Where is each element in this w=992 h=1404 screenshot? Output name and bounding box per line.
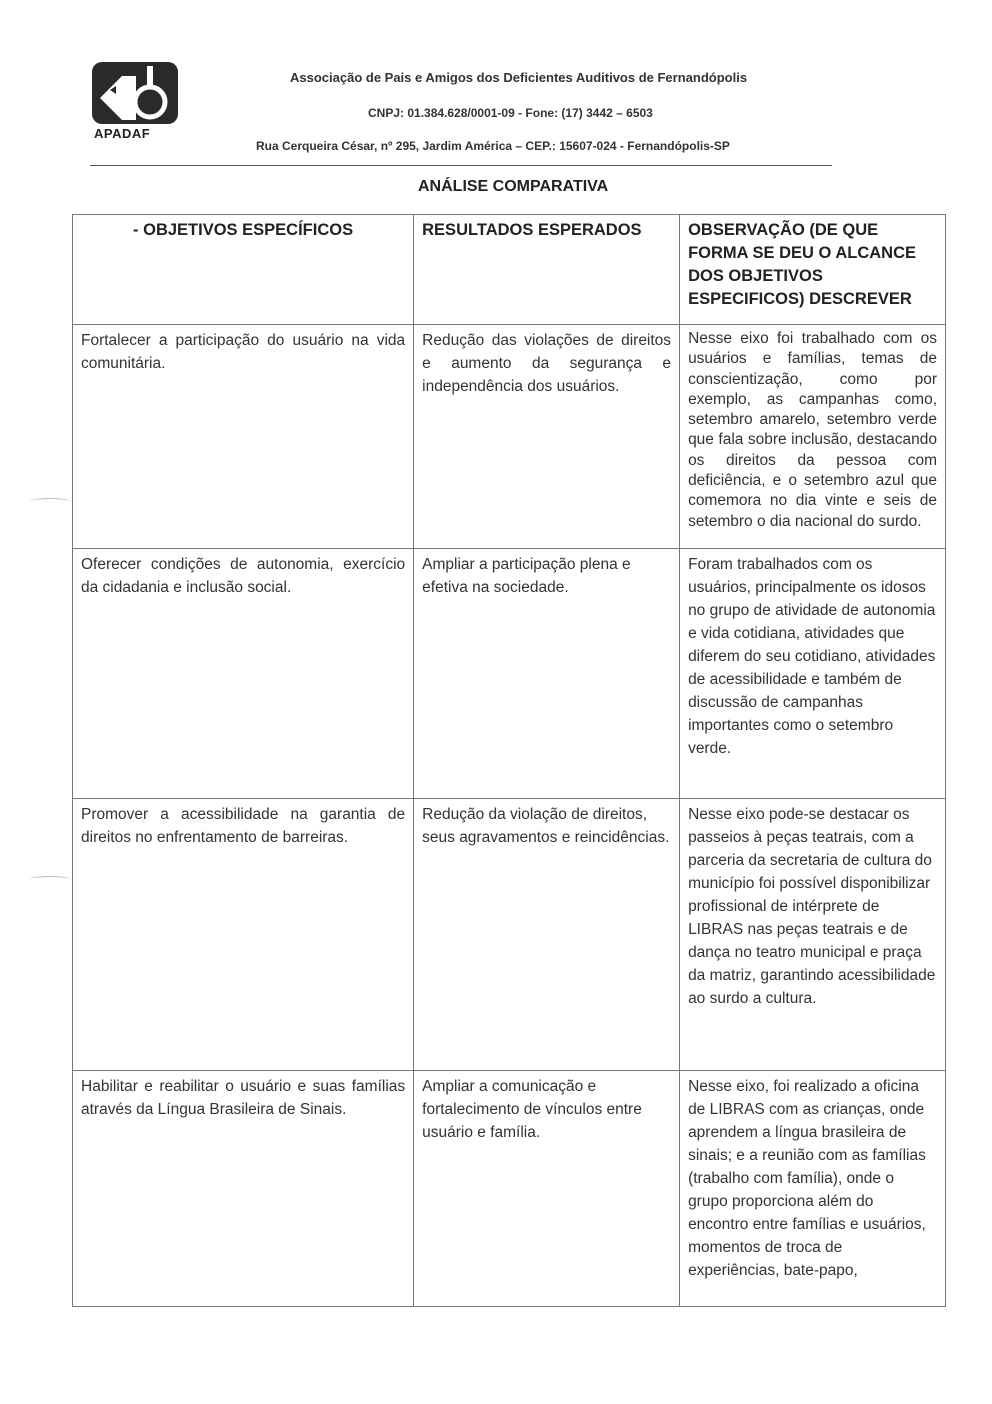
header-observacao: OBSERVAÇÃO (DE QUE FORMA SE DEU O ALCANCE DOS OBJETIVOS ESPECIFICOS) DESCREVER [680, 215, 946, 325]
objetivo-cell: Promover a acessibilidade na garantia de direitos no enfrentamento de barreiras. [73, 799, 414, 1071]
apadaf-logo [90, 60, 182, 144]
observacao-cell: Nesse eixo pode-se destacar os passeios à peças teatrais, com a parceria da secretaria de cultura do município foi possível disponibilizar profissional de intérprete de LIBRAS nas peças teatrais e de dança no teatro municipal e praça da matriz, garantindo acessibilidade ao surdo a cultura. [680, 799, 946, 1071]
objetivo-cell: Fortalecer a participação do usuário na vida comunitária. [73, 325, 414, 549]
table-row [73, 799, 946, 1071]
org-name: Associação de Pais e Amigos dos Deficientes Auditivos de Fernandópolis [290, 70, 748, 85]
table-row [73, 549, 946, 799]
table-row [73, 325, 946, 549]
observacao-cell: Nesse eixo, foi realizado a oficina de LIBRAS com as crianças, onde aprendem a língua brasileira de sinais; e a reunião com as famílias (trabalho com família), onde o grupo proporciona além do encontro entre famílias e usuários, momentos de troca de experiências, bate-papo, [680, 1071, 946, 1307]
logo-text: APADAF [94, 126, 151, 141]
resultado-cell: Ampliar a participação plena e efetiva na sociedade. [414, 549, 680, 799]
scan-mark [30, 498, 70, 505]
comparative-analysis-table [72, 214, 946, 1307]
header-divider [90, 165, 832, 166]
scan-mark [30, 876, 70, 883]
document-title: ANÁLISE COMPARATIVA [418, 178, 609, 195]
objetivo-cell: Oferecer condições de autonomia, exercício da cidadania e inclusão social. [73, 549, 414, 799]
objetivo-cell: Habilitar e reabilitar o usuário e suas famílias através da Língua Brasileira de Sinais. [73, 1071, 414, 1307]
resultado-cell: Ampliar a comunicação e fortalecimento de vínculos entre usuário e família. [414, 1071, 680, 1307]
table-row [73, 1071, 946, 1307]
observacao-cell: Nesse eixo foi trabalhado com os usuários e famílias, temas de conscientização, como por exemplo, as campanhas como, setembro amarelo, setembro verde que fala sobre inclusão, destacando os direitos da pessoa com deficiência, e o setembro azul que comemora no dia vinte e seis de setembro o dia nacional do surdo. [680, 325, 946, 549]
address-line: Rua Cerqueira César, nº 295, Jardim América – CEP.: 15607-024 - Fernandópolis-SP [256, 139, 730, 153]
resultado-cell: Redução da violação de direitos, seus agravamentos e reincidências. [414, 799, 680, 1071]
cnpj-phone-line: CNPJ: 01.384.628/0001-09 - Fone: (17) 3442 – 6503 [368, 106, 653, 120]
header-resultados: RESULTADOS ESPERADOS [414, 215, 680, 325]
observacao-cell: Foram trabalhados com os usuários, principalmente os idosos no grupo de atividade de autonomia e vida cotidiana, atividades que diferem do seu cotidiano, atividades de acessibilidade e também de discussão de campanhas importantes como o setembro verde. [680, 549, 946, 799]
header-objetivos: - OBJETIVOS ESPECÍFICOS [73, 215, 414, 325]
table-header-row [73, 215, 946, 325]
resultado-cell: Redução das violações de direitos e aumento da segurança e independência dos usuários. [414, 325, 680, 549]
